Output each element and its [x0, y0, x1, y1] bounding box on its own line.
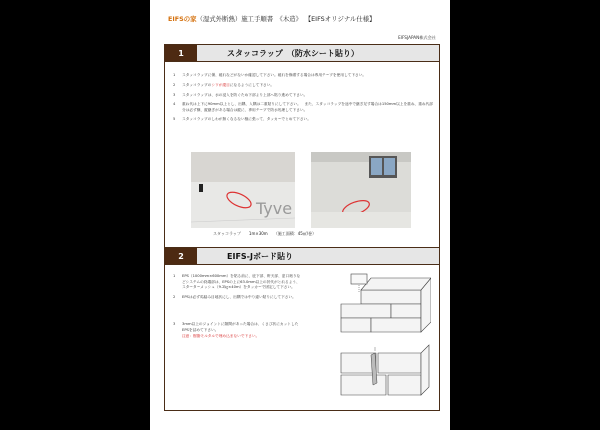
- section-number: 1: [165, 45, 197, 61]
- brand-name: EIFSの家: [168, 15, 197, 23]
- section-bar: [165, 248, 439, 265]
- warning-text: 注意：樹脂モルタルで埋め込まないで下さい。: [182, 333, 260, 338]
- list-item: 1 EPS（1000mm×600mm）を貼る前に、庇下部、軒天部、窓口廻りなどシステムの終端部は、EPSの上に63.0mm以上の折代がとれるよう、スターターメッシュ（9.2㎏×40m）をタッカーで固定して下さい。: [173, 274, 301, 290]
- list-item: 2 EPSは必ず馬踏み目地状にし、出隅では中り違い貼りにして下さい。: [173, 294, 296, 299]
- instruction-list: [173, 73, 435, 127]
- list-item: 1 スタッコラップに傷、破れなどがないか確認して下さい。破れを修繕する場合は専用テープを使用して下さい。: [173, 73, 367, 77]
- section-number: 2: [165, 248, 197, 264]
- list-item: 4 重ね代は上下に90mm以上とし、出隅、入隅は二重貼りにして下さい。 また、スタッコラップを途中で継ぎ足す場合は150mm以上を重ね、重ね代部分は必ず横、縦継ぎがある場合は縦に、専用テープで防水処理して下さい。: [173, 102, 433, 112]
- section-bar: [165, 45, 439, 62]
- document-header: [168, 14, 438, 23]
- section-title: EIFS-Jボード貼り: [227, 251, 293, 261]
- document-title: （湿式外断熱）施工手順書 《木造》: [196, 15, 302, 23]
- stucco-wrap-photo-left: [191, 152, 295, 228]
- eps-board-layout-diagram: [331, 270, 431, 336]
- list-item: 3 3mm以上のジョイントに隙間があった場合は、くさび状にカットしたEPSを詰めて下さい。 注意：樹脂モルタルで埋め込まないで下さい。: [173, 322, 299, 338]
- material-caption: スタッコラップ 1m×30m （施工面積：45㎡/巻）: [213, 231, 317, 236]
- company-name: EIFSJAPAN株式会社: [398, 35, 436, 40]
- stucco-wrap-photo-right: [311, 152, 411, 228]
- list-item: 3 スタッコラップは、水の浸入を防ぐため下部より上部へ貼り進めて下さい。: [173, 92, 308, 97]
- instruction-list: [173, 274, 301, 339]
- section-title: スタッコラップ （防水シート貼り）: [227, 48, 359, 58]
- list-item: 5 スタッコラップのしわが無くなるない様に張って、タッカーでとめて下さい。: [173, 117, 311, 122]
- warning-text: シワが縦目: [211, 82, 230, 87]
- section-eifs-board: [164, 247, 440, 411]
- spec-label: 【EIFSオリジナル仕様】: [307, 15, 376, 23]
- svg-text:Tyve: Tyve: [256, 199, 293, 218]
- section-stucco-wrap: [164, 44, 440, 250]
- wedge-joint-diagram: [331, 343, 431, 403]
- document-page: [150, 0, 450, 430]
- list-item: 2 スタッコラップのシワが縦目になるようにして下さい。: [173, 82, 275, 87]
